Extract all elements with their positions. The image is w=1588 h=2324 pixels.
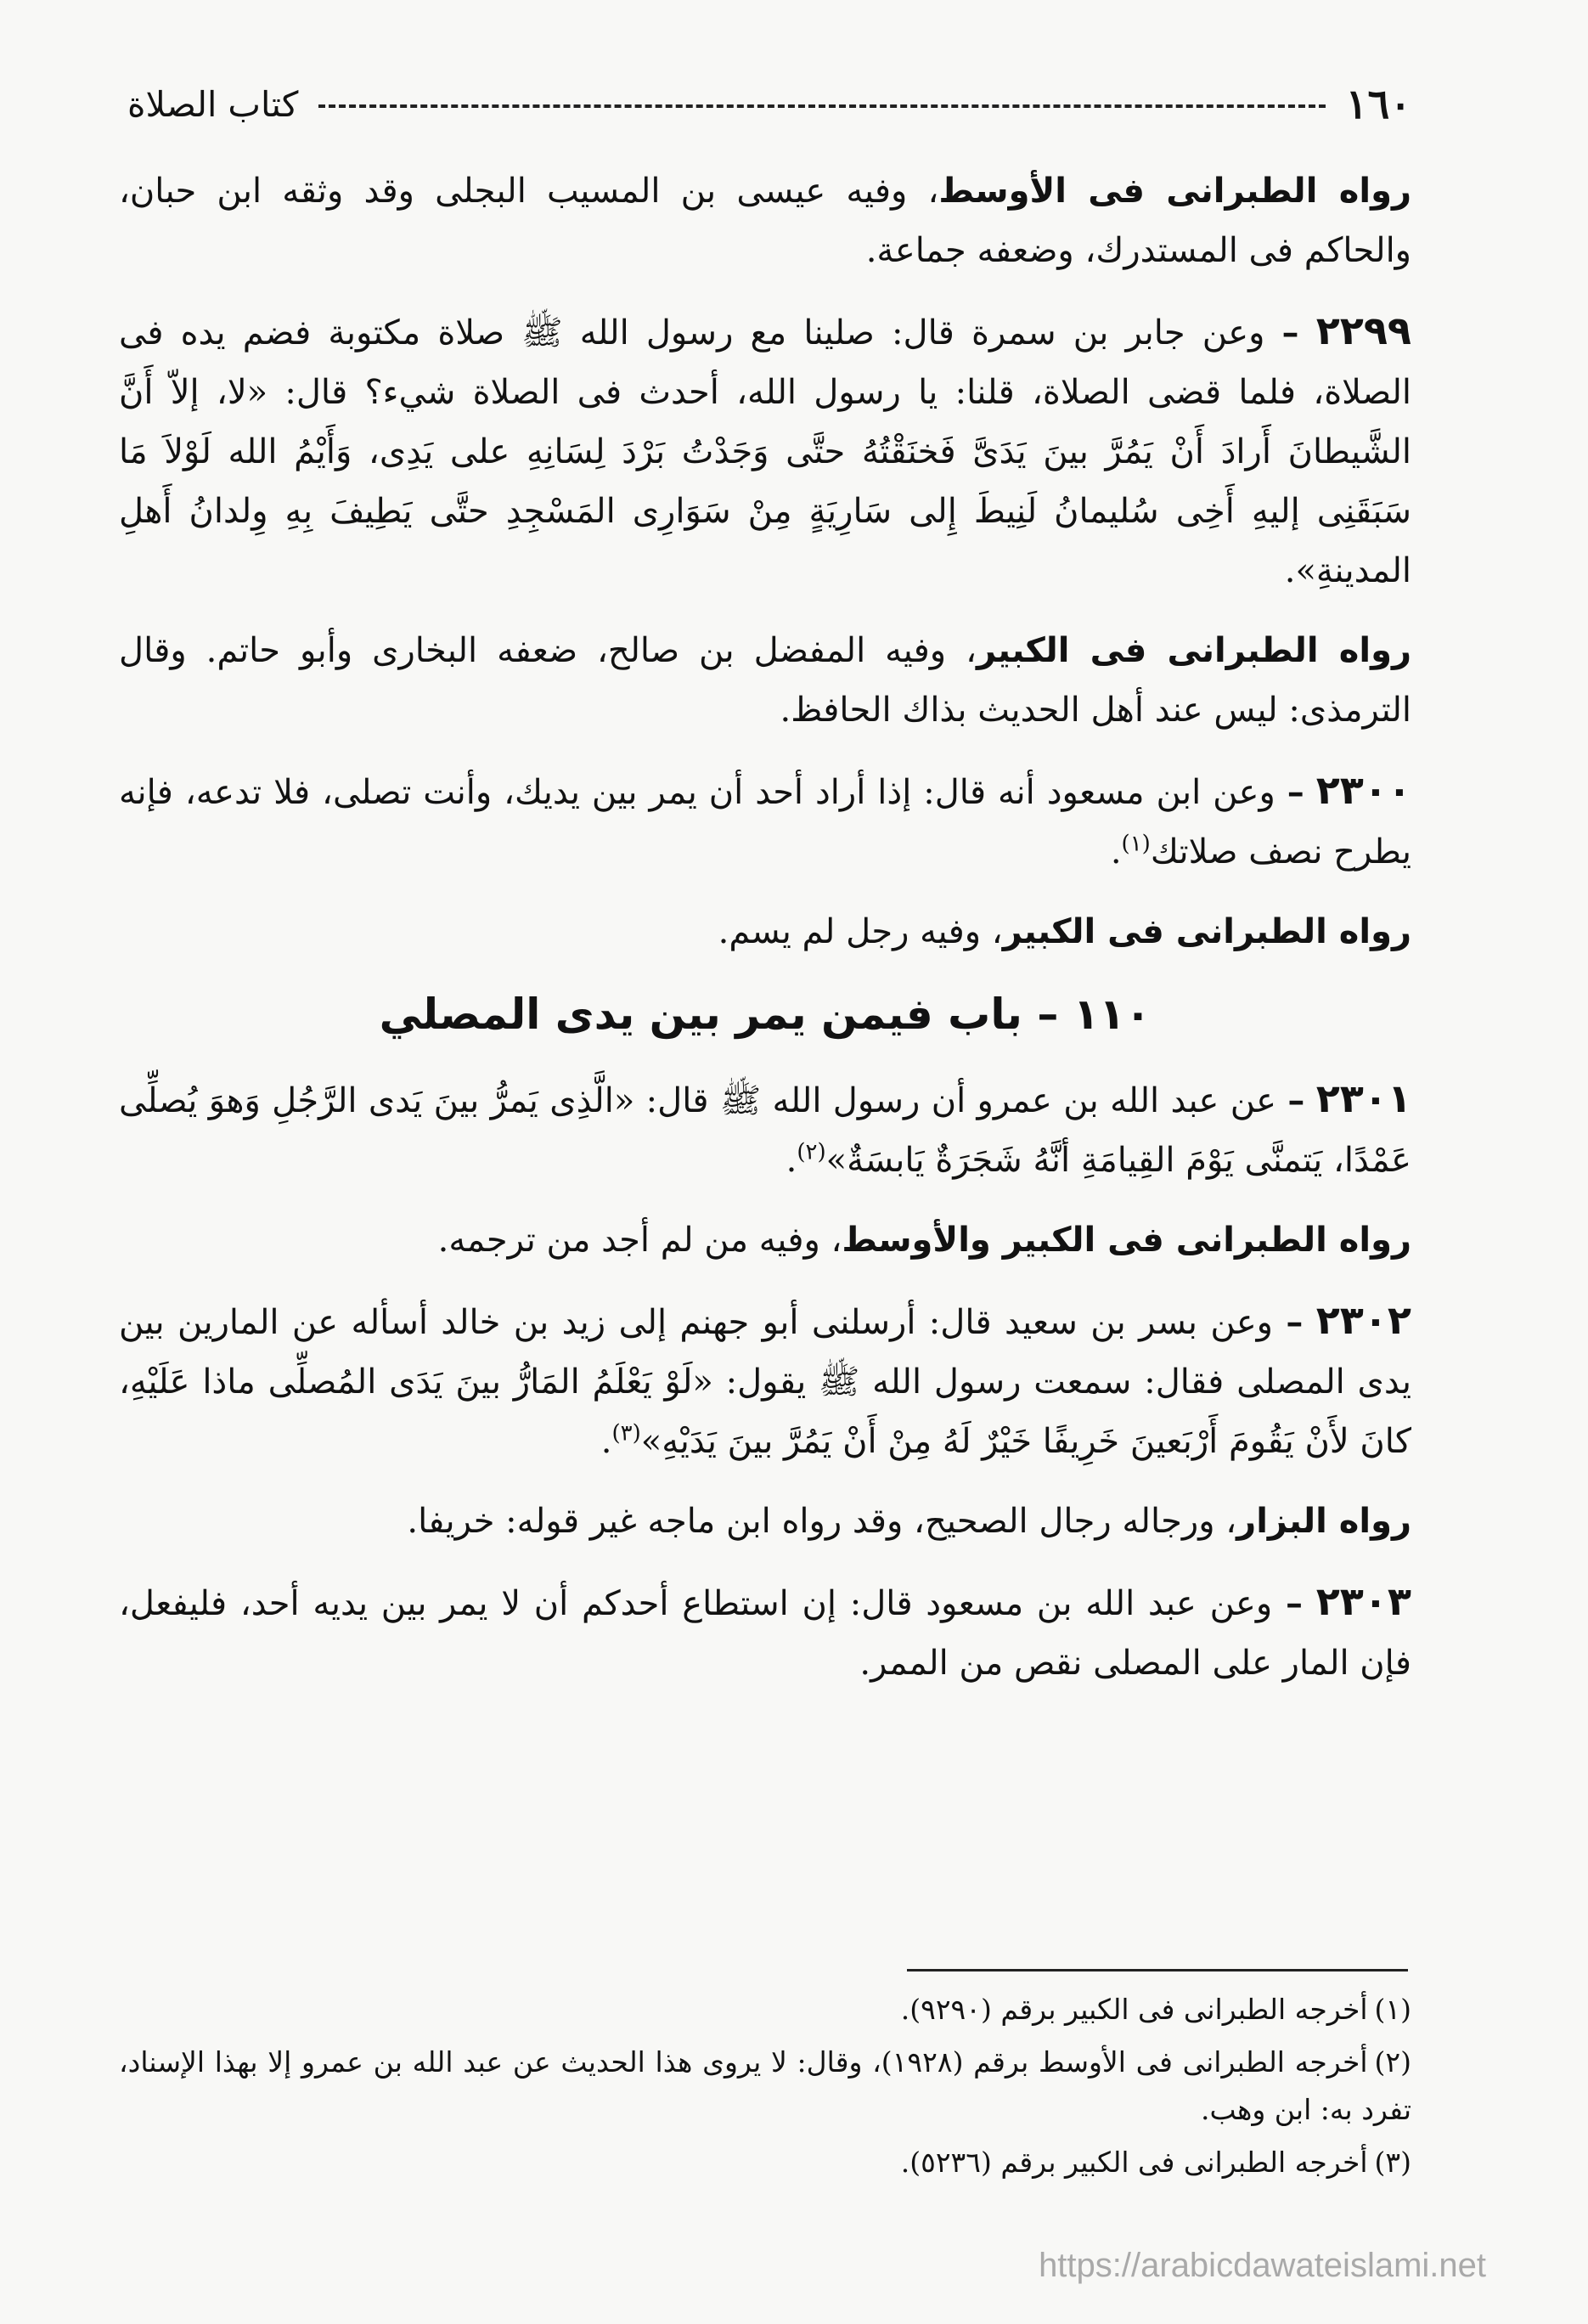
- hadith-number: ٢٣٠٣: [1315, 1578, 1411, 1624]
- hadith-entry: [119, 1069, 1411, 1190]
- header-dashed-rule: [318, 104, 1325, 108]
- hadith-text: وعن جابر بن سمرة قال: صلينا مع رسول الله ﷺ صلاة مكتوبة فضم يده فى الصلاة، فلما قضى الصلاة، قلنا: يا رسول الله، أحدث فى الصلاة شيء؟ قال: «لا، إلاّ أَنَّ الشَّيطانَ أَرادَ أَنْ يَمُرَّ بينَ يَدَىَّ فَخنَقْتُهُ حتَّى وَجَدْتُ بَرْدَ لِسَانِهِ على يَدِى، وَأَيْمُ الله لَوْلاَ مَا سَبَقَنِى إليهِ أَخِى سُليمانُ لَنِيطَ إِلى سَارِيَةٍ مِنْ سَوَارِى المَسْجِدِ حتَّى يَطِيفَ بِهِ وِلدانُ أَهلِ المدينةِ».: [119, 313, 1411, 590]
- hadith-entry: [119, 1290, 1411, 1471]
- hadith-number: ٢٣٠١: [1315, 1075, 1411, 1121]
- watermark-url: https://arabicdawateislami.net: [1039, 2247, 1486, 2284]
- page-number: ١٦٠: [1345, 81, 1411, 128]
- footnote-number: (٣): [1374, 2146, 1411, 2179]
- commentary-text: ، ورجاله رجال الصحيح، وقد رواه ابن ماجه غير قوله: خريفا.: [407, 1502, 1237, 1541]
- footnote-marker: (٢): [797, 1139, 826, 1165]
- sentence-end: .: [1110, 832, 1122, 872]
- commentary-paragraph: [119, 1210, 1411, 1270]
- hadith-text: وعن ابن مسعود أنه قال: إذا أراد أحد أن يمر بين يديك، وأنت تصلى، فلا تدعه، فإنه يطرح نصف صلاتك: [119, 773, 1411, 872]
- source-reference: رواه الطبرانى فى الأوسط: [938, 172, 1411, 211]
- commentary-text: ، وفيه من لم أجد من ترجمه.: [437, 1221, 842, 1260]
- commentary-paragraph: [119, 621, 1411, 740]
- source-reference: رواه الطبرانى فى الكبير: [976, 631, 1411, 670]
- footnote-number: (١): [1374, 1993, 1411, 2026]
- source-reference: رواه البزار: [1236, 1502, 1411, 1541]
- entry-dash: –: [1286, 1302, 1304, 1342]
- footnote-separator: [907, 1969, 1408, 1971]
- chapter-title: باب فيمن يمر بين يدى المصلي: [379, 990, 1022, 1039]
- chapter-dash: –: [1037, 990, 1059, 1039]
- footnote-marker: (٣): [611, 1420, 641, 1447]
- running-book-title: كتاب الصلاة: [127, 84, 299, 125]
- sentence-end: .: [600, 1422, 612, 1461]
- main-text: [119, 161, 1411, 1937]
- footnote: [119, 2139, 1411, 2186]
- hadith-number: ٢٣٠٢: [1315, 1297, 1411, 1343]
- commentary-paragraph: [119, 161, 1411, 280]
- commentary-paragraph: [119, 1492, 1411, 1551]
- entry-dash: –: [1287, 1080, 1305, 1120]
- footnotes: [119, 1986, 1411, 2275]
- page-header: [127, 75, 1411, 134]
- footnote-text: أخرجه الطبرانى فى الأوسط برقم (١٩٢٨)، وقال: لا يروى هذا الحديث عن عبد الله بن عمرو إلا بهذا الإسناد، تفرد به: ابن وهب.: [119, 2045, 1411, 2126]
- commentary-text: ، وفيه رجل لم يسم.: [718, 912, 1003, 951]
- footnote: [119, 2039, 1411, 2134]
- hadith-text: عن عبد الله بن عمرو أن رسول الله ﷺ قال: «الَّذِى يَمرُّ بينَ يَدى الرَّجُلِ وَهوَ يُصلِّى عَمْدًا، يَتمنَّى يَوْمَ القِيامَةِ أنَّهُ شَجَرَةٌ يَابسَةٌ»: [119, 1081, 1411, 1180]
- footnote-marker: (١): [1121, 831, 1151, 857]
- hadith-entry: [119, 301, 1411, 601]
- footnote-text: أخرجه الطبرانى فى الكبير برقم (٩٢٩٠).: [900, 1993, 1368, 2026]
- entry-dash: –: [1281, 313, 1299, 353]
- hadith-entry: [119, 1571, 1411, 1693]
- hadith-number: ٢٢٩٩: [1315, 307, 1411, 353]
- footnote: [119, 1986, 1411, 2034]
- hadith-text: وعن عبد الله بن مسعود قال: إن استطاع أحدكم أن لا يمر بين يديه أحد، فليفعل، فإن المار على المصلى نقص من الممر.: [119, 1584, 1411, 1683]
- hadith-entry: [119, 760, 1411, 882]
- commentary-text: ، وفيه المفضل بن صالح، ضعفه البخارى وأبو حاتم. وقال الترمذى: ليس عند أهل الحديث بذاك الحافظ.: [119, 631, 1411, 730]
- footnote-text: أخرجه الطبرانى فى الكبير برقم (٥٢٣٦).: [900, 2146, 1368, 2179]
- sentence-end: .: [786, 1141, 797, 1180]
- hadith-number: ٢٣٠٠: [1315, 767, 1411, 813]
- footnote-number: (٢): [1374, 2045, 1411, 2079]
- entry-dash: –: [1287, 772, 1304, 812]
- chapter-heading: [119, 982, 1411, 1046]
- source-reference: رواه الطبرانى فى الكبير والأوسط: [842, 1221, 1411, 1260]
- commentary-paragraph: [119, 902, 1411, 962]
- commentary-text: ، وفيه عيسى بن المسيب البجلى وقد وثقه ابن حبان، والحاكم فى المستدرك، وضعفه جماعة.: [119, 172, 1411, 270]
- hadith-text: وعن بسر بن سعيد قال: أرسلنى أبو جهنم إلى زيد بن خالد أسأله عن المارين بين يدى المصلى فقال: سمعت رسول الله ﷺ يقول: «لَوْ يَعْلَمُ المَارُّ بينَ يَدَى المُصلِّى ماذا عَلَيْهِ، كانَ لأَنْ يَقُومَ أَرْبَعينَ خَرِيفًا خَيْرٌ لَهُ مِنْ أَنْ يَمُرَّ بينَ يَدَيْهِ»: [119, 1303, 1411, 1461]
- source-reference: رواه الطبرانى فى الكبير: [1002, 912, 1411, 951]
- chapter-number: ١١٠: [1073, 990, 1152, 1039]
- entry-dash: –: [1285, 1583, 1303, 1623]
